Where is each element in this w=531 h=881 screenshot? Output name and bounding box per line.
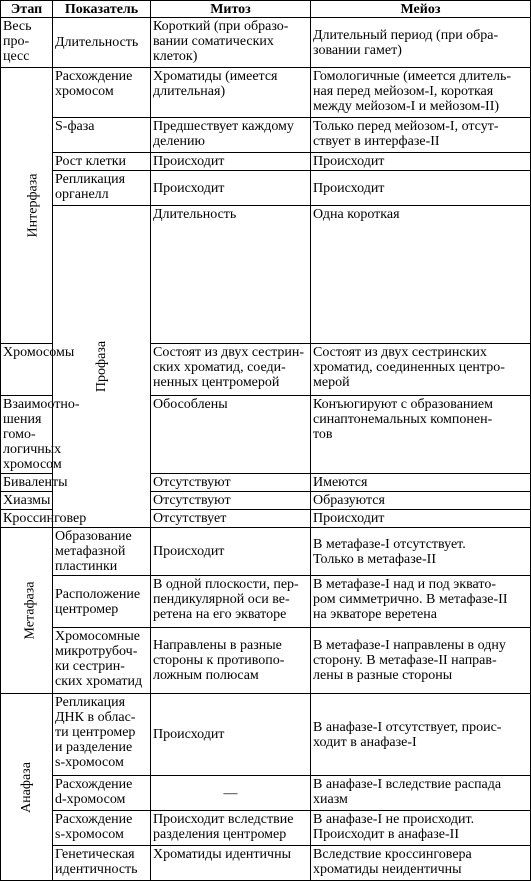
indicator-cell: Репликация ДНК в облас- ти центромер и разделение s-хромосом (53, 694, 151, 776)
mitosis-cell: Направлены в разные стороны к противопо- ложным полюсам (151, 628, 311, 694)
indicator-cell: Хиазмы (1, 492, 53, 510)
meiosis-cell: Имеются (311, 474, 531, 492)
mitosis-cell: Происходит (151, 528, 311, 576)
meiosis-cell: В метафазе-I направлены в одну сторону. В метафазе-II направ- лены в разные стороны (311, 628, 531, 694)
mitosis-cell: Происходит (151, 694, 311, 776)
table-row (1, 153, 531, 171)
mitosis-cell: Отсутствуют (151, 492, 311, 510)
indicator-cell: Рост клетки (53, 153, 151, 171)
indicator-cell: Расположение центромер (53, 576, 151, 628)
meiosis-cell: В анафазе-I не происходит. Происходит в анафазе-II (311, 811, 531, 846)
table-row (1, 118, 531, 153)
table-row (1, 18, 531, 68)
mitosis-cell: Происходит (151, 171, 311, 206)
mitosis-cell: — (151, 776, 311, 811)
table-row (1, 171, 531, 206)
meiosis-cell: Конъюгируют с образованием синаптонемальных компонен- тов (311, 396, 531, 474)
meiosis-cell: Только перед мейозом-I, отсут- ствует в интерфазе-II (311, 118, 531, 153)
indicator-cell: Образование метафазной пластинки (53, 528, 151, 576)
mitosis-cell: Отсутствуют (151, 474, 311, 492)
meiosis-cell: Происходит (311, 153, 531, 171)
indicator-cell: Биваленты (1, 474, 53, 492)
stage-interphase (1, 68, 53, 344)
mitosis-cell: Состоят из двух сестрин- ских хроматид, соеди- ненных центромерой (151, 344, 311, 396)
table-row (1, 510, 531, 528)
stage-anaphase (1, 694, 53, 881)
meiosis-cell: В анафазе-I вследствие распада хиазм (311, 776, 531, 811)
mitosis-cell: Одна короткая (311, 206, 531, 344)
meiosis-cell: Происходит (311, 171, 531, 206)
meiosis-cell: В анафазе-I отсутствует, проис- ходит в анафазе-I (311, 694, 531, 776)
indicator-cell: S-фаза (53, 118, 151, 153)
mitosis-cell: В одной плоскости, пер- пендикулярной оси ве- ретена на его экваторе (151, 576, 311, 628)
indicator-cell: Хромосомы (1, 344, 53, 396)
meiosis-cell: Вследствие кроссинговера хроматиды неидентичны (311, 846, 531, 881)
header-mitosis: Митоз (151, 1, 311, 18)
indicator-cell: Длительность (151, 206, 311, 344)
mitosis-cell: Происходит (151, 153, 311, 171)
table-row (1, 68, 531, 118)
table-row (1, 776, 531, 811)
meiosis-cell: В метафазе-I над и под эквато- ром симметрично. В метафазе-II на экваторе веретена (311, 576, 531, 628)
stage-whole-process: Весь про- цесс (1, 18, 53, 68)
table-row (1, 628, 531, 694)
meiosis-cell: Гомологичные (имеется длитель- ная перед мейозом-I, короткая между мейозом-I и мейозом-II) (311, 68, 531, 118)
mitosis-cell: Хроматиды идентичны (151, 846, 311, 881)
indicator-cell: Репликация органелл (53, 171, 151, 206)
meiosis-cell: Происходит (311, 510, 531, 528)
meiosis-cell: Длительный период (при обра- зовании гамет) (311, 18, 531, 68)
table-row (1, 576, 531, 628)
stage-metaphase (1, 528, 53, 694)
meiosis-cell: Состоят из двух сестринских хроматид, соединенных центро- мерой (311, 344, 531, 396)
mitosis-cell: Отсутствует (151, 510, 311, 528)
meiosis-cell: В метафазе-I отсутствует. Только в метафазе-II (311, 528, 531, 576)
mitosis-cell: Происходит вследствие разделения центромер (151, 811, 311, 846)
mitosis-cell: Обособлены (151, 396, 311, 474)
mitosis-cell: Предшествует каждому делению (151, 118, 311, 153)
table-row (1, 528, 531, 576)
table-row (1, 846, 531, 881)
mitosis-cell: Хроматиды (имеется длительная) (151, 68, 311, 118)
meiosis-cell: Образуются (311, 492, 531, 510)
table-row (1, 694, 531, 776)
table-row (1, 811, 531, 846)
indicator-cell: Взаимоотно- шения гомо- логичных хромосом (1, 396, 53, 474)
table-row (1, 206, 531, 344)
stage-label: Анафаза (18, 761, 34, 813)
header-stage: Этап (1, 1, 53, 18)
indicator-cell: Кроссинговер (1, 510, 53, 528)
stage-label: Профаза (93, 340, 109, 393)
header-indicator: Показатель (53, 1, 151, 18)
stage-label: Интерфаза (25, 173, 41, 238)
indicator-cell: Расхождение хромосом (53, 68, 151, 118)
header-meiosis: Мейоз (311, 1, 531, 18)
header-row (1, 1, 531, 18)
mitosis-cell: Короткий (при образо- вании соматических клеток) (151, 18, 311, 68)
stage-label: Метафаза (22, 581, 38, 640)
indicator-cell: Генетическая идентичность (53, 846, 151, 881)
indicator-cell: Длительность (53, 18, 151, 68)
indicator-cell: Хромосомные микротрубоч- ки сестрин- ских хроматид (53, 628, 151, 694)
indicator-cell: Расхождение d-хромосом (53, 776, 151, 811)
indicator-cell: Расхождение s-хромосом (53, 811, 151, 846)
